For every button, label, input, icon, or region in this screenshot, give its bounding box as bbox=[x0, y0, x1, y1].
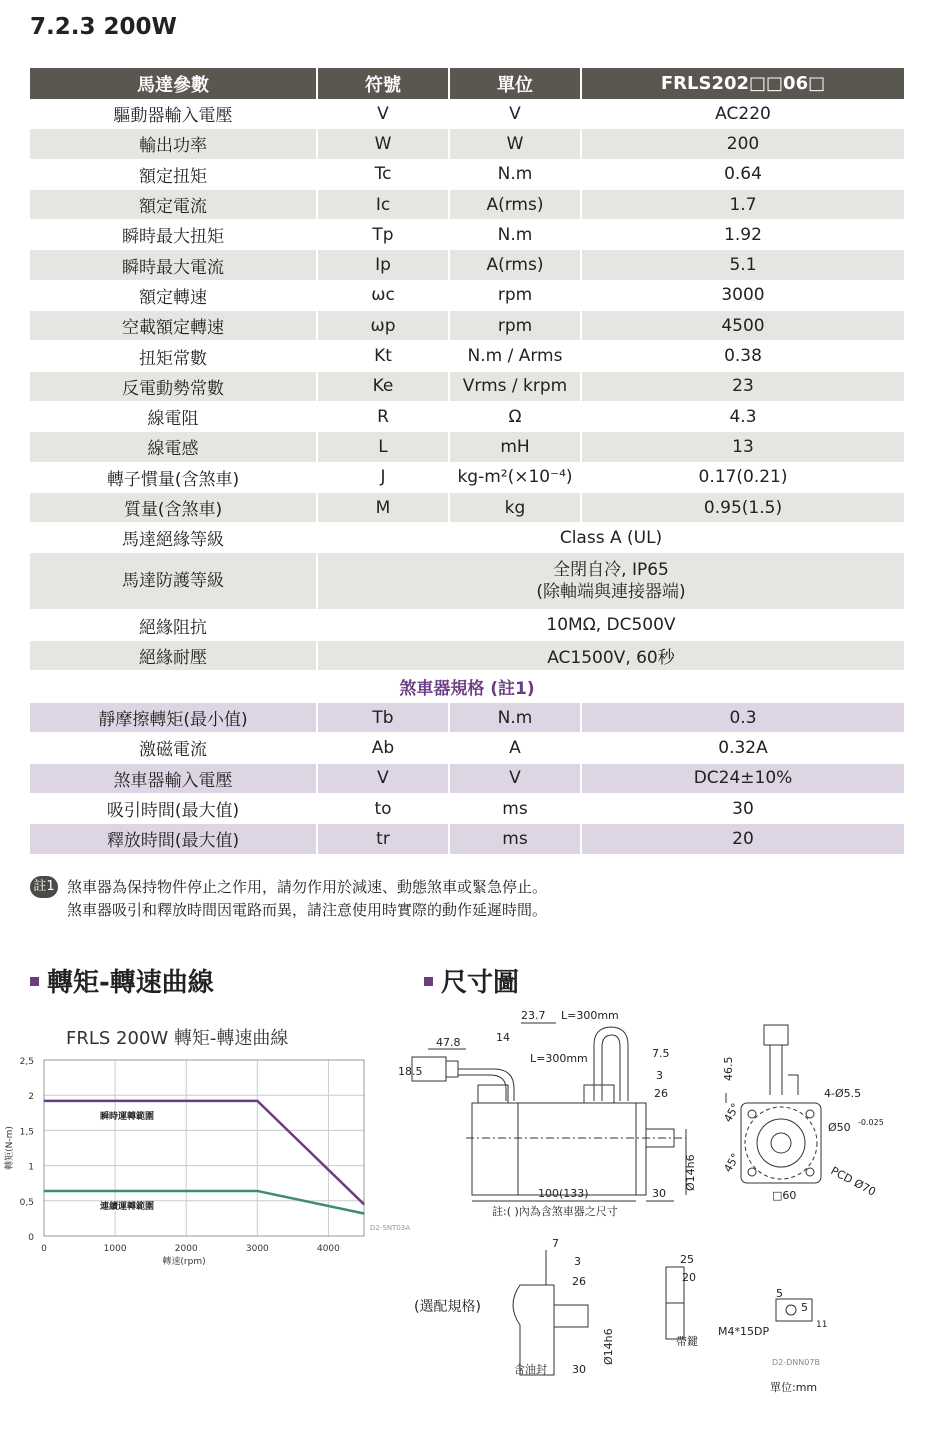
cable-2 bbox=[594, 1027, 628, 1101]
data-point bbox=[364, 1204, 365, 1205]
data-point bbox=[364, 1213, 365, 1214]
key-dim-20: 20 bbox=[682, 1271, 696, 1284]
cell-param: 轉子慣量(含煞車) bbox=[30, 463, 318, 493]
cell-unit: V bbox=[450, 99, 582, 129]
cell-value: 0.64 bbox=[582, 160, 904, 190]
table-row bbox=[30, 463, 904, 493]
table-row bbox=[30, 190, 904, 220]
cell-value: 0.95(1.5) bbox=[582, 493, 904, 523]
x-tick-label: 1000 bbox=[103, 1244, 127, 1254]
cell-unit: A bbox=[450, 733, 582, 763]
dim-sq60: □60 bbox=[772, 1189, 797, 1202]
note-line-1: 煞車器為保持物件停止之作用，請勿作用於減速、動態煞車或緊急停止。 bbox=[67, 878, 548, 896]
dim-46-5: 46.5 bbox=[722, 1056, 735, 1081]
opt-oilseal: 含油封 bbox=[514, 1363, 547, 1376]
opt-dim-30: 30 bbox=[572, 1363, 586, 1376]
table-row bbox=[30, 311, 904, 341]
x-tick-label: 2000 bbox=[174, 1244, 198, 1254]
cell-value: Class A (UL) bbox=[318, 523, 904, 553]
table-row bbox=[30, 250, 904, 280]
cell-param: 吸引時間(最大值) bbox=[30, 794, 318, 824]
bullet-square-icon bbox=[30, 977, 39, 986]
dims-note: 註:( )內為含煞車器之尺寸 bbox=[492, 1205, 618, 1218]
data-point bbox=[257, 1100, 258, 1101]
cell-symbol: V bbox=[318, 764, 450, 794]
table-row bbox=[30, 281, 904, 311]
series-line bbox=[44, 1191, 364, 1214]
cell-value: 4.3 bbox=[582, 402, 904, 432]
cell-value bbox=[318, 553, 904, 610]
dim-23-7: 23.7 bbox=[521, 1009, 546, 1022]
data-point bbox=[44, 1100, 45, 1101]
opt-label: (選配規格) bbox=[414, 1299, 481, 1315]
cell-unit: W bbox=[450, 129, 582, 159]
cell-symbol: W bbox=[318, 129, 450, 159]
motor-flange bbox=[636, 1103, 646, 1195]
cell-symbol: tr bbox=[318, 824, 450, 854]
cell-value: 23 bbox=[582, 372, 904, 402]
cell-param: 額定轉速 bbox=[30, 281, 318, 311]
cell-value: 4500 bbox=[582, 311, 904, 341]
cable-gland-2 bbox=[584, 1085, 614, 1103]
opt-dim-7-text: 7 bbox=[552, 1237, 559, 1250]
cell-symbol: Ab bbox=[318, 733, 450, 763]
mount-hole-icon bbox=[806, 1168, 814, 1176]
cell-symbol: L bbox=[318, 432, 450, 462]
table-row bbox=[30, 641, 904, 671]
opt-shaft-text: Ø14h6 bbox=[602, 1328, 615, 1365]
dim-spigot-tol: -0.025 bbox=[858, 1118, 884, 1127]
chart-code: D2-SNT03A bbox=[370, 1224, 410, 1232]
dim-hole: 4-Ø5.5 bbox=[824, 1087, 862, 1100]
cell-unit: N.m bbox=[450, 703, 582, 733]
cell-unit: A(rms) bbox=[450, 190, 582, 220]
mount-hole-icon bbox=[748, 1168, 756, 1176]
table-row bbox=[30, 703, 904, 733]
dim-30: 30 bbox=[652, 1187, 666, 1200]
cell-param: 驅動器輸入電壓 bbox=[30, 99, 318, 129]
section-title: 7.2.3 200W bbox=[30, 14, 177, 40]
mount-hole-icon bbox=[748, 1110, 756, 1118]
table-row bbox=[30, 764, 904, 794]
brake-title: 煞車器規格 (註1) bbox=[30, 671, 904, 703]
tap-dim-11: 11 bbox=[816, 1320, 828, 1330]
torque-heading: 轉矩-轉速曲線 bbox=[30, 962, 214, 999]
dim-45b: 45° bbox=[721, 1151, 743, 1175]
table-row bbox=[30, 523, 904, 553]
y-tick-label: 2 bbox=[28, 1092, 34, 1103]
cell-param: 絕緣耐壓 bbox=[30, 641, 318, 671]
series-line bbox=[44, 1101, 364, 1204]
table-row bbox=[30, 220, 904, 250]
cell-param: 激磁電流 bbox=[30, 733, 318, 763]
cell-value: 5.1 bbox=[582, 250, 904, 280]
front-cable bbox=[770, 1045, 798, 1095]
dim-45a: 45° bbox=[721, 1101, 743, 1125]
cable-gland-1 bbox=[478, 1085, 508, 1103]
y-tick-label: 0,5 bbox=[19, 1197, 34, 1208]
cell-value-line: (除軸端與連接器端) bbox=[536, 582, 686, 603]
dims-code: D2-DNN07B bbox=[772, 1358, 820, 1367]
cell-symbol: Tb bbox=[318, 703, 450, 733]
cell-unit: V bbox=[450, 764, 582, 794]
cell-param: 扭矩常數 bbox=[30, 341, 318, 371]
cell-value: 0.32A bbox=[582, 733, 904, 763]
cell-param: 絕緣阻抗 bbox=[30, 610, 318, 640]
cell-value: 1.7 bbox=[582, 190, 904, 220]
opt-shaft bbox=[554, 1305, 588, 1327]
dim-cable2: L=300mm bbox=[530, 1052, 588, 1065]
dims-heading: 尺寸圖 bbox=[424, 962, 519, 999]
cable-2b bbox=[602, 1035, 620, 1101]
cell-param: 輸出功率 bbox=[30, 129, 318, 159]
dim-cable1: L=300mm bbox=[561, 1009, 619, 1022]
cell-unit: N.m bbox=[450, 220, 582, 250]
header-param: 馬達參數 bbox=[30, 68, 318, 99]
cell-unit: rpm bbox=[450, 281, 582, 311]
cell-unit: kg bbox=[450, 493, 582, 523]
header-model: FRLS202□□06□ bbox=[582, 68, 904, 99]
torque-speed-chart bbox=[0, 1040, 410, 1280]
tap-dim-5b: 5 bbox=[801, 1301, 808, 1314]
y-tick-label: 2,5 bbox=[19, 1057, 34, 1067]
cell-unit: ms bbox=[450, 794, 582, 824]
cell-param: 瞬時最大電流 bbox=[30, 250, 318, 280]
cell-value: 0.38 bbox=[582, 341, 904, 371]
cell-value: 0.3 bbox=[582, 703, 904, 733]
dims-unit: 單位:mm bbox=[770, 1381, 818, 1394]
front-shaft bbox=[771, 1133, 791, 1153]
x-tick-label: 4000 bbox=[316, 1244, 340, 1254]
x-tick-label: 0 bbox=[41, 1244, 47, 1254]
cell-param: 馬達防護等級 bbox=[30, 553, 318, 610]
cell-value-line: 全閉自冷, IP65 bbox=[553, 559, 669, 580]
opt-flange bbox=[513, 1285, 554, 1375]
plot-frame bbox=[44, 1060, 364, 1236]
cell-symbol: J bbox=[318, 463, 450, 493]
brake-title-row bbox=[30, 671, 904, 703]
cell-unit: Vrms / krpm bbox=[450, 372, 582, 402]
tap-hole-icon bbox=[786, 1305, 796, 1315]
cell-param: 空載額定轉速 bbox=[30, 311, 318, 341]
cell-value: DC24±10% bbox=[582, 764, 904, 794]
dim-spigot: Ø50 bbox=[828, 1121, 851, 1134]
table-row bbox=[30, 99, 904, 129]
y-axis-label: 轉矩(N-m) bbox=[5, 1126, 15, 1170]
cell-unit: ms bbox=[450, 824, 582, 854]
y-tick-label: 0 bbox=[28, 1233, 34, 1243]
motor-body bbox=[518, 1103, 636, 1195]
cell-value: 13 bbox=[582, 432, 904, 462]
opt-dim-26: 26 bbox=[572, 1275, 586, 1288]
cell-symbol: ωp bbox=[318, 311, 450, 341]
note-badge: 註1 bbox=[30, 876, 58, 898]
cell-unit: Ω bbox=[450, 402, 582, 432]
cell-param: 瞬時最大扭矩 bbox=[30, 220, 318, 250]
header-unit: 單位 bbox=[450, 68, 582, 99]
tap-dim-5: 5 bbox=[776, 1287, 783, 1300]
data-point bbox=[44, 1190, 45, 1191]
dim-7-5: 7.5 bbox=[652, 1047, 670, 1060]
table-row bbox=[30, 553, 904, 610]
mount-hole-icon bbox=[806, 1110, 814, 1118]
dim-pcd: PCD Ø70 bbox=[828, 1164, 878, 1199]
cell-param: 釋放時間(最大值) bbox=[30, 824, 318, 854]
cell-symbol: Tp bbox=[318, 220, 450, 250]
dim-100: 100(133) bbox=[538, 1187, 589, 1200]
table-header-row bbox=[30, 68, 904, 99]
connector-nut bbox=[446, 1061, 458, 1077]
cell-value: AC1500V, 60秒 bbox=[318, 641, 904, 671]
front-connector bbox=[764, 1025, 788, 1045]
series-label: 瞬時運轉範圍 bbox=[100, 1111, 155, 1122]
cell-param: 額定電流 bbox=[30, 190, 318, 220]
table-row bbox=[30, 432, 904, 462]
cell-param: 額定扭矩 bbox=[30, 160, 318, 190]
dim-3: 3 bbox=[656, 1069, 663, 1082]
table-row bbox=[30, 341, 904, 371]
table-row bbox=[30, 733, 904, 763]
cell-value: AC220 bbox=[582, 99, 904, 129]
y-tick-label: 1 bbox=[28, 1162, 34, 1173]
dim-14: 14 bbox=[496, 1031, 510, 1044]
data-point bbox=[257, 1190, 258, 1191]
table-row bbox=[30, 824, 904, 854]
spec-table bbox=[30, 68, 904, 855]
cell-param: 靜摩擦轉矩(最小值) bbox=[30, 703, 318, 733]
table-row bbox=[30, 129, 904, 159]
dim-18-5: 18.5 bbox=[398, 1065, 423, 1078]
cell-symbol: to bbox=[318, 794, 450, 824]
cell-param: 線電阻 bbox=[30, 402, 318, 432]
cell-symbol: Ke bbox=[318, 372, 450, 402]
cell-param: 馬達絕緣等級 bbox=[30, 523, 318, 553]
front-spigot bbox=[757, 1119, 805, 1167]
cell-param: 反電動勢常數 bbox=[30, 372, 318, 402]
cable-1b bbox=[458, 1075, 506, 1101]
cell-value: 20 bbox=[582, 824, 904, 854]
dim-26: 26 bbox=[654, 1087, 668, 1100]
cell-value: 200 bbox=[582, 129, 904, 159]
cell-value: 3000 bbox=[582, 281, 904, 311]
table-row bbox=[30, 402, 904, 432]
note-line-2: 煞車器吸引和釋放時間因電路而異，請注意使用時實際的動作延遲時間。 bbox=[67, 901, 548, 919]
cell-symbol: Kt bbox=[318, 341, 450, 371]
cell-symbol: M bbox=[318, 493, 450, 523]
cell-param: 煞車器輸入電壓 bbox=[30, 764, 318, 794]
cell-unit: A(rms) bbox=[450, 250, 582, 280]
cell-unit: mH bbox=[450, 432, 582, 462]
x-axis-label: 轉速(rpm) bbox=[162, 1257, 206, 1267]
motor-rear-cap bbox=[472, 1103, 518, 1195]
series-label: 連續運轉範圍 bbox=[100, 1201, 155, 1212]
x-tick-label: 3000 bbox=[245, 1244, 269, 1254]
cell-symbol: Tc bbox=[318, 160, 450, 190]
cell-unit: rpm bbox=[450, 311, 582, 341]
cell-value: 1.92 bbox=[582, 220, 904, 250]
table-row bbox=[30, 160, 904, 190]
tap-label: M4*15DP bbox=[718, 1325, 770, 1338]
table-row bbox=[30, 372, 904, 402]
cell-symbol: Ic bbox=[318, 190, 450, 220]
cell-param: 質量(含煞車) bbox=[30, 493, 318, 523]
cell-symbol: ωc bbox=[318, 281, 450, 311]
y-tick-label: 1,5 bbox=[19, 1127, 34, 1138]
chart-title: FRLS 200W 轉矩-轉速曲線 bbox=[66, 1028, 289, 1049]
cell-value: 10MΩ, DC500V bbox=[318, 610, 904, 640]
cell-param: 線電感 bbox=[30, 432, 318, 462]
cell-value: 30 bbox=[582, 794, 904, 824]
table-row bbox=[30, 794, 904, 824]
dimension-drawing bbox=[396, 1005, 896, 1405]
bullet-square-icon bbox=[424, 977, 433, 986]
key-label: 帶鍵 bbox=[676, 1335, 698, 1348]
cell-unit: N.m bbox=[450, 160, 582, 190]
table-row bbox=[30, 493, 904, 523]
front-pcd-circle bbox=[745, 1107, 817, 1179]
table-row bbox=[30, 610, 904, 640]
cell-symbol: V bbox=[318, 99, 450, 129]
dim-shaft: Ø14h6 bbox=[684, 1154, 697, 1191]
cell-symbol: R bbox=[318, 402, 450, 432]
dim-47-8: 47.8 bbox=[436, 1036, 461, 1049]
cell-value: 0.17(0.21) bbox=[582, 463, 904, 493]
opt-dim-3: 3 bbox=[574, 1255, 581, 1268]
header-symbol: 符號 bbox=[318, 68, 450, 99]
cell-unit: kg-m²(×10⁻⁴) bbox=[450, 463, 582, 493]
key-dim-25: 25 bbox=[680, 1253, 694, 1266]
cell-symbol: Ip bbox=[318, 250, 450, 280]
cell-unit: N.m / Arms bbox=[450, 341, 582, 371]
front-flange bbox=[741, 1103, 821, 1183]
